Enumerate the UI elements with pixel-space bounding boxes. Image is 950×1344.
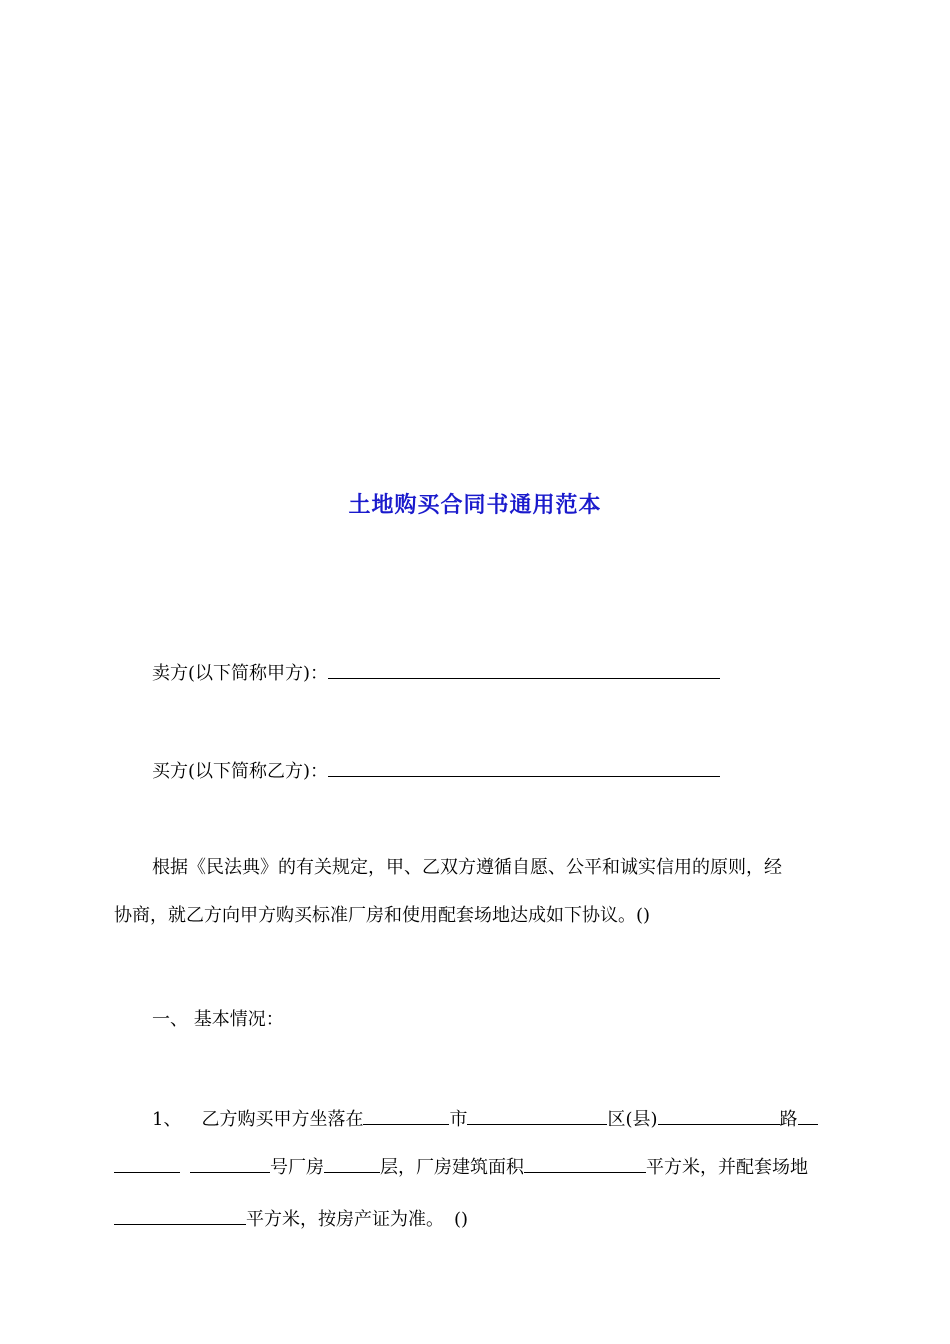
road-blank <box>658 1106 780 1125</box>
item1-text-road: 路 <box>779 1109 798 1130</box>
seller-blank <box>328 660 720 679</box>
buyer-label: 买方(以下简称乙方)： <box>152 761 329 782</box>
item1-text-district: 区(县) <box>607 1109 658 1130</box>
building-blank <box>190 1154 270 1173</box>
intro-line-2: 协商，就乙方向甲方购买标准厂房和使用配套场地达成如下协议。() <box>114 905 651 926</box>
item1-line-1 <box>152 1106 818 1132</box>
seller-label: 卖方(以下简称甲方)： <box>152 663 329 684</box>
item1-number: 1、 <box>152 1109 182 1130</box>
item1-line-2 <box>114 1154 808 1180</box>
item1-text-paren: () <box>454 1209 469 1230</box>
item1-text-a: 乙方购买甲方坐落在 <box>201 1109 364 1130</box>
district-blank <box>467 1106 607 1125</box>
number-blank-start <box>798 1106 818 1125</box>
item1-text-area: 平方米，并配套场地 <box>646 1157 808 1178</box>
item1-line-3 <box>114 1206 468 1232</box>
item1-text-cert: 平方米，按房产证为准。 <box>246 1209 444 1230</box>
item1-text-building: 号厂房 <box>270 1157 324 1178</box>
intro-line-1: 根据《民法典》的有关规定，甲、乙双方遵循自愿、公平和诚实信用的原则，经 <box>152 857 782 878</box>
area-blank <box>524 1154 646 1173</box>
buyer-blank <box>328 758 720 777</box>
item1-text-city: 市 <box>449 1109 468 1130</box>
site-area-blank <box>114 1206 246 1225</box>
number-blank-end <box>114 1154 180 1173</box>
seller-line <box>152 660 720 686</box>
buyer-line <box>152 758 720 784</box>
section-heading: 一、 基本情况： <box>152 1009 284 1030</box>
floor-blank <box>324 1154 380 1173</box>
document-title: 土地购买合同书通用范本 <box>348 492 602 518</box>
city-blank <box>363 1106 449 1125</box>
item1-text-floor: 层，厂房建筑面积 <box>380 1157 524 1178</box>
